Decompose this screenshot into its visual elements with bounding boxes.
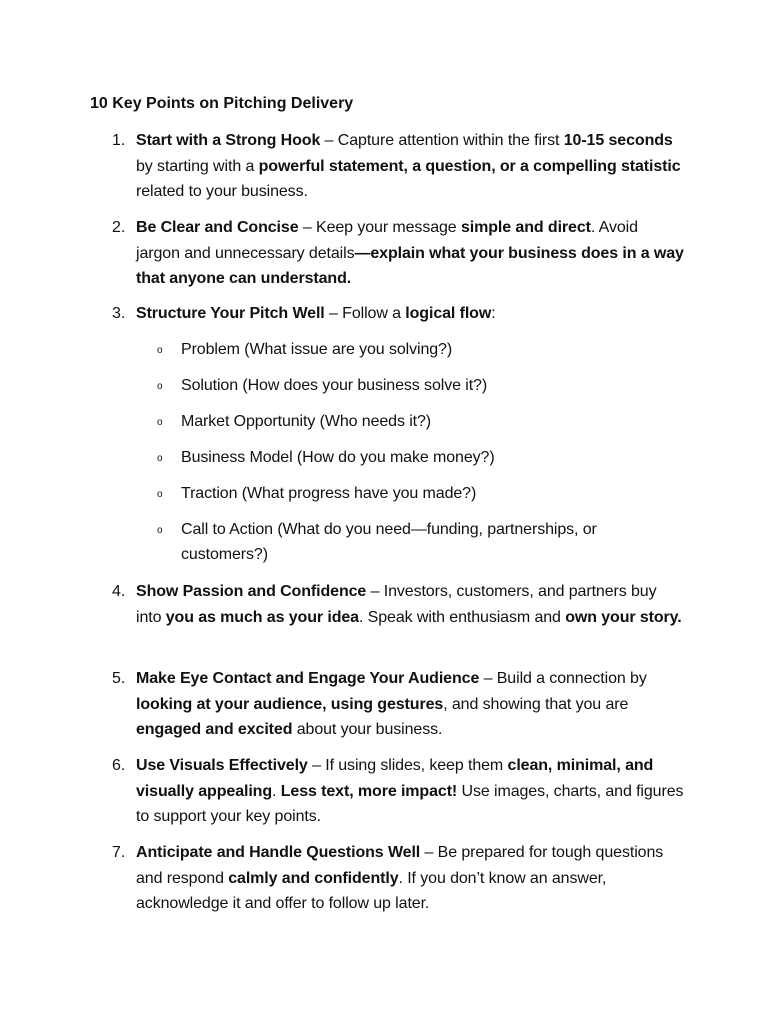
text-segment: engaged and excited: [136, 721, 293, 738]
sub-item-text: Business Model (How do you make money?): [181, 449, 495, 466]
text-segment: clean, minimal, and visually appealing: [136, 757, 654, 800]
item-number: 1.: [112, 132, 126, 149]
item-number: 5.: [112, 670, 126, 687]
text-segment: you as much as your idea: [165, 608, 359, 626]
text-segment: about your business.: [292, 721, 443, 738]
text-segment: Make Eye Contact and Engage Your Audience: [136, 670, 480, 687]
text-segment: simple and direct: [460, 219, 591, 236]
text-segment: – Investors, customers, and partners buy into: [136, 583, 657, 626]
text-segment: . If you don’t know an answer, acknowledge it and offer to follow up later.: [136, 869, 607, 912]
item-number: 4.: [112, 583, 126, 600]
text-segment: – Capture attention within the first: [320, 132, 564, 149]
text-segment: Less text, more impact!: [280, 782, 458, 800]
item-number: 7.: [112, 844, 126, 861]
sub-item-text: Market Opportunity (Who needs it?): [181, 413, 432, 430]
text-segment: Start with a Strong Hook: [136, 132, 321, 149]
item-text: [136, 840, 684, 917]
item-number: 3.: [112, 305, 126, 322]
text-segment: Be Clear and Concise: [136, 219, 299, 236]
circle-bullet-icon: o: [157, 381, 163, 392]
text-segment: Anticipate and Handle Questions Well: [136, 844, 421, 861]
text-segment: – Build a connection by: [479, 670, 647, 687]
item-text: [136, 128, 684, 205]
text-segment: calmly and confidently: [228, 869, 399, 887]
text-segment: – Be prepared for tough questions and respond: [136, 844, 664, 887]
circle-bullet-icon: o: [157, 417, 163, 428]
text-segment: . Speak with enthusiasm and: [358, 608, 566, 626]
text-segment: —explain what your business does in a way that anyone can understand.: [136, 244, 684, 287]
text-segment: powerful statement, a question, or a compelling statistic: [258, 157, 681, 175]
text-segment: – If using slides, keep them: [307, 757, 508, 774]
text-segment: – Follow a: [324, 305, 406, 322]
text-segment: 10-15 seconds: [563, 132, 673, 149]
document-title: 10 Key Points on Pitching Delivery: [90, 95, 354, 112]
text-segment: , and showing that you are: [443, 695, 629, 713]
sub-item-text: Solution (How does your business solve it?): [181, 377, 488, 394]
circle-bullet-icon: o: [157, 345, 163, 356]
item-text: [136, 301, 684, 327]
item-number: 6.: [112, 757, 126, 774]
text-segment: by starting with a: [136, 157, 259, 175]
sub-item-text: Problem (What issue are you solving?): [181, 341, 453, 358]
text-segment: Use Visuals Effectively: [136, 757, 308, 774]
text-segment: :: [491, 305, 496, 322]
text-segment: Show Passion and Confidence: [136, 583, 367, 600]
circle-bullet-icon: o: [157, 525, 163, 536]
text-segment: Use images, charts, and figures to support your key points.: [136, 782, 684, 825]
item-text: [136, 666, 684, 743]
sub-item-text: Call to Action (What do you need—funding, partnerships, or customers?): [181, 521, 597, 563]
sub-item-text: Traction (What progress have you made?): [181, 485, 477, 502]
item-text: [136, 579, 684, 630]
item-text: [136, 215, 684, 292]
text-segment: looking at your audience, using gestures: [136, 695, 444, 713]
circle-bullet-icon: o: [157, 489, 163, 500]
text-segment: – Keep your message: [298, 219, 461, 236]
text-segment: related to your business.: [136, 183, 308, 200]
text-segment: .: [272, 782, 281, 800]
circle-bullet-icon: o: [157, 453, 163, 464]
item-number: 2.: [112, 219, 126, 236]
text-segment: own your story.: [565, 608, 682, 626]
text-segment: logical flow: [405, 305, 492, 322]
text-segment: . Avoid jargon and unnecessary details: [136, 219, 638, 262]
text-segment: Structure Your Pitch Well: [136, 305, 325, 322]
item-text: [136, 753, 684, 830]
